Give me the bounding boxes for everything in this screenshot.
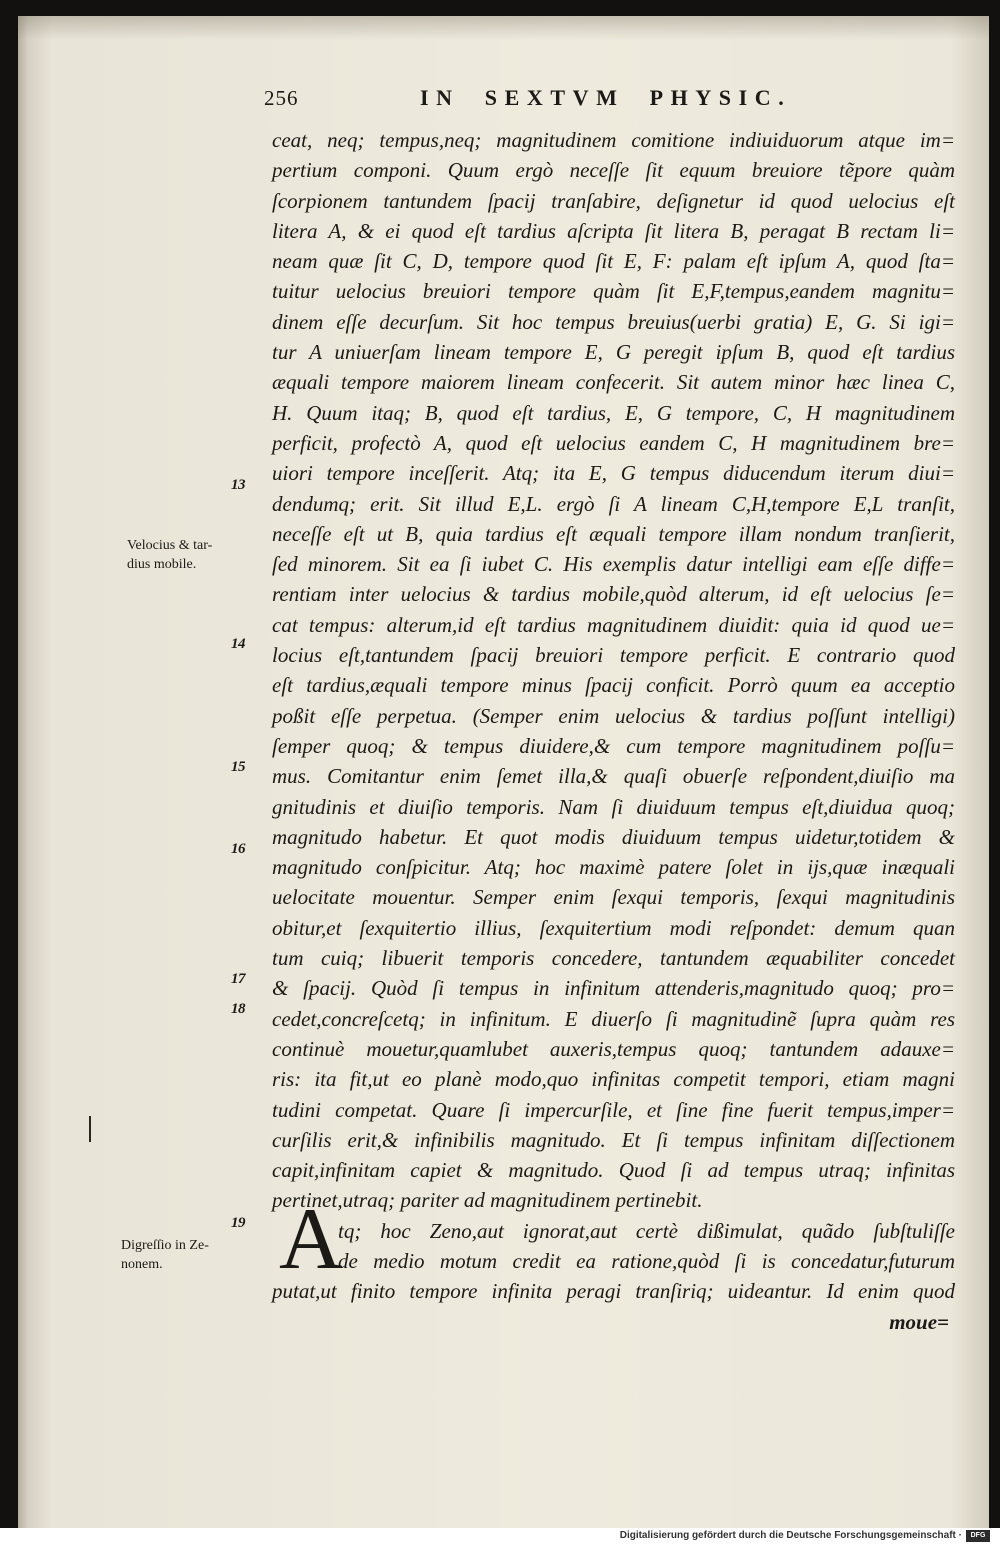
body-line: cat tempus: alterum,id eſt tardius magnitudinem diuidit: quia id quod ue= <box>272 612 955 637</box>
body-line: curſilis erit,& infinibilis magnitudo. Et ſi tempus infinitam diſſectionem <box>272 1127 955 1152</box>
body-line: uelocitate mouentur. Semper enim ſexqui temporis, ſexqui magnitudinis <box>272 885 955 910</box>
body-line: obitur,et ſexquitertio illius, ſexquitertium modi reſpondet: demum quan <box>272 915 955 940</box>
body-line: poßit eſſe perpetua. (Semper enim uelocius & tardius poſſunt intelligi) <box>272 703 955 728</box>
margin-number: 18 <box>231 1001 245 1017</box>
margin-note-line: nonem. <box>121 1257 163 1272</box>
margin-note-line: dius mobile. <box>127 557 197 572</box>
margin-number: 14 <box>231 636 245 652</box>
body-line: uiori tempore inceſſerit. Atq; ita E, G tempus diducendum iterum diui= <box>272 461 955 486</box>
body-line: dinem eſſe decurſum. Sit hoc tempus breuius(uerbi gratia) E, G. Si igi= <box>272 309 955 334</box>
body-line: litera A, & ei quod eſt tardius aſcripta ſit litera B, peragat B rectam li= <box>272 218 955 243</box>
paragraph-end-line: pertinet,utraq; pariter ad magnitudinem pertinebit. <box>272 1188 703 1213</box>
body-line: magnitudo conſpicitur. Atq; hoc maximè patere ſolet in ijs,quæ inæquali <box>272 855 955 880</box>
body-line: magnitudo habetur. Et quot modis diuiduum tempus uidetur,totidem & <box>272 824 955 849</box>
body-line: de medio motum credit ea ratione,quòd ſi is concedatur,futurum <box>338 1248 955 1273</box>
body-line: ceat, neq; tempus,neq; magnitudinem comitione indiuiduorum atque im= <box>272 128 955 152</box>
body-line: cedet,concreſcetq; in infinitum. E diuerſo ſi magnitudinẽ ſupra quàm res <box>272 1006 955 1031</box>
body-line: tuitur uelocius breuiori tempore quàm ſit E,F,tempus,eandem magnitu= <box>272 279 955 304</box>
body-line: perficit, profectò A, quod eſt uelocius eandem C, H magnitudinem bre= <box>272 430 955 455</box>
body-line: dendumq; erit. Sit illud E,L. ergò ſi A lineam C,H,tempore E,L tranſit, <box>272 491 955 516</box>
margin-number: 16 <box>231 841 245 857</box>
page-number: 256 <box>264 86 299 110</box>
body-line: ris: ita fit,ut eo planè modo,quo infinitas competit tempori, etiam magni <box>272 1067 955 1092</box>
margin-note <box>127 536 212 574</box>
body-line: capit,infinitam capiet & magnitudo. Quod ſi ad tempus utraq; infinitas <box>272 1158 955 1183</box>
catchword: moue= <box>889 1309 949 1334</box>
dfg-logo-icon: DFG <box>966 1530 990 1542</box>
body-line: mus. Comitantur enim ſemet illa,& quaſi obuerſe reſpondent,diuiſio ma <box>272 764 955 789</box>
body-line: putat,ut finito tempore infinita peragi tranſiriq; uideantur. Id enim quod <box>272 1279 955 1304</box>
body-line: eſt tardius,æquali tempore minus ſpacij conficit. Porrò quum ea acceptio <box>272 673 955 698</box>
body-line: tq; hoc Zeno,aut ignorat,aut certè dißimulat, quãdo ſubſtuliſſe <box>338 1218 955 1243</box>
body-line: æquali tempore maiorem lineam confecerit. Sit autem minor hæc linea C, <box>272 370 955 395</box>
body-line: neceſſe eſt ut B, quia tardius eſt æquali tempore illam nondum tranſierit, <box>272 521 955 546</box>
body-line: ſcorpionem tantundem ſpacij tranſabire, deſignetur id quod uelocius eſt <box>272 188 955 213</box>
margin-note-line: Velocius & tar- <box>127 538 213 553</box>
body-line: neam quæ ſit C, D, tempore quod ſit E, F: palam eſt ipſum A, quod ſta= <box>272 249 955 274</box>
margin-note-line: Digreſſio in Ze- <box>121 1238 209 1253</box>
running-title: IN SEXTVM PHYSIC. <box>420 85 792 110</box>
ink-mark <box>89 1116 91 1142</box>
body-line: rentiam inter uelocius & tardius mobile,quòd alterum, id eſt uelocius ſe= <box>272 582 955 607</box>
margin-number: 17 <box>231 971 245 987</box>
body-line: gnitudinis et diuiſio temporis. Nam ſi diuiduum tempus eſt,diuidua quoq; <box>272 794 955 819</box>
margin-number: 13 <box>231 477 245 493</box>
drop-cap: A <box>279 1191 343 1288</box>
margin-note <box>121 1236 209 1274</box>
footer-credit: Digitalisierung gefördert durch die Deutsche Forschungsgemeinschaft · <box>619 1530 962 1541</box>
body-line: ſemper quoq; & tempus diuidere,& cum tempore magnitudinem poſſu= <box>272 733 955 758</box>
body-line: tur A uniuerſam lineam tempore E, G peregit ipſum B, quod eſt tardius <box>272 340 955 365</box>
body-line: & ſpacij. Quòd ſi tempus in infinitum attenderis,magnitudo quoq; pro= <box>272 976 955 1001</box>
body-line: tum cuiq; libuerit temporis concedere, tantundem æquabiliter concedet <box>272 946 955 971</box>
body-line: continuè mouetur,quamlubet auxeris,tempus quoq; tantundem adauxe= <box>272 1036 955 1061</box>
margin-number: 19 <box>231 1215 245 1231</box>
body-text <box>272 125 955 1337</box>
body-line: H. Quum itaq; B, quod eſt tardius, E, G tempore, C, H magnitudinem <box>272 400 955 425</box>
body-line: tudini competat. Quare ſi impercurſile, et ſine fine fuerit tempus,imper= <box>272 1097 955 1122</box>
body-line: pertium componi. Quum ergò neceſſe ſit equum breuiore tẽpore quàm <box>272 158 955 183</box>
body-line: locius eſt,tantundem ſpacij breuiori tempore perficit. E contrario quod <box>272 643 955 668</box>
margin-number: 15 <box>231 759 245 775</box>
body-line: ſed minorem. Sit ea ſi iubet C. His exemplis datur intelligi eam eſſe diffe= <box>272 552 955 577</box>
